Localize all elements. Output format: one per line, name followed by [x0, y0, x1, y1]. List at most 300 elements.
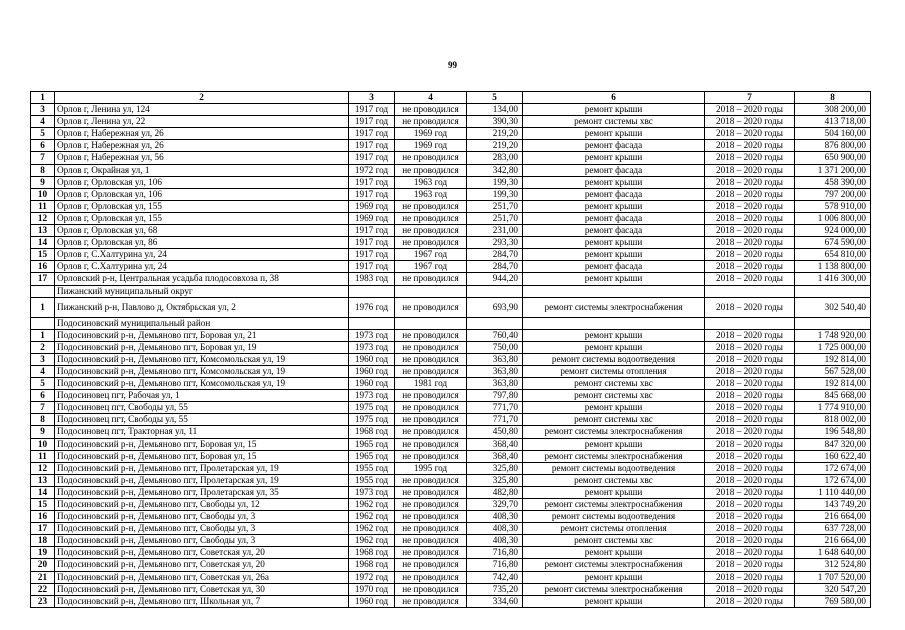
period-cell: 2018 – 2020 годы — [705, 511, 795, 523]
row-number-cell: 13 — [31, 474, 55, 486]
last-repair-cell: не проводился — [395, 152, 467, 164]
period-cell: 2018 – 2020 годы — [705, 237, 795, 249]
year-built-cell: 1968 год — [349, 547, 395, 559]
work-type-cell: ремонт системы электроснабжения — [523, 583, 705, 595]
address-cell: Орлов г, С.Халтурина ул, 24 — [55, 249, 349, 261]
area-cell: 693,90 — [467, 297, 523, 317]
year-built-cell: 1965 год — [349, 450, 395, 462]
year-built-cell: 1962 год — [349, 535, 395, 547]
area-cell: 134,00 — [467, 104, 523, 116]
address-cell: Подосиновский р-н, Демьяново пгт, Советская ул, 20 — [55, 547, 349, 559]
work-type-cell: ремонт системы хвс — [523, 535, 705, 547]
work-type-cell: ремонт системы хвс — [523, 116, 705, 128]
last-repair-cell: не проводился — [395, 474, 467, 486]
period-cell: 2018 – 2020 годы — [705, 353, 795, 365]
period-cell: 2018 – 2020 годы — [705, 378, 795, 390]
row-number-cell: 14 — [31, 486, 55, 498]
area-cell: 325,80 — [467, 462, 523, 474]
section-title: Пижанский муниципальный округ — [55, 285, 349, 297]
address-cell: Подосиновский р-н, Демьяново пгт, Комсомольская ул, 19 — [55, 378, 349, 390]
section-row — [31, 317, 871, 329]
work-type-cell: ремонт системы электроснабжения — [523, 499, 705, 511]
last-repair-cell: не проводился — [395, 273, 467, 285]
year-built-cell: 1917 год — [349, 237, 395, 249]
row-number-cell: 7 — [31, 152, 55, 164]
cost-cell: 924 000,00 — [795, 225, 871, 237]
cost-cell: 192 814,00 — [795, 378, 871, 390]
address-cell: Пижанский р-н, Павлово д, Октябрьская ул, 2 — [55, 297, 349, 317]
period-cell: 2018 – 2020 годы — [705, 390, 795, 402]
last-repair-cell: не проводился — [395, 365, 467, 377]
work-type-cell: ремонт крыши — [523, 438, 705, 450]
table-row — [31, 140, 871, 152]
work-type-cell: ремонт крыши — [523, 547, 705, 559]
table-body — [31, 92, 871, 608]
period-cell: 2018 – 2020 годы — [705, 535, 795, 547]
area-cell: 408,30 — [467, 535, 523, 547]
table-row — [31, 237, 871, 249]
cost-cell: 302 540,40 — [795, 297, 871, 317]
area-cell: 742,40 — [467, 571, 523, 583]
work-type-cell: ремонт фасада — [523, 212, 705, 224]
row-number-cell: 16 — [31, 261, 55, 273]
last-repair-cell: не проводился — [395, 237, 467, 249]
cost-cell: 650 900,00 — [795, 152, 871, 164]
period-cell: 2018 – 2020 годы — [705, 486, 795, 498]
last-repair-cell: не проводился — [395, 212, 467, 224]
area-cell: 231,00 — [467, 225, 523, 237]
period-cell: 2018 – 2020 годы — [705, 152, 795, 164]
table-row — [31, 329, 871, 341]
work-type-cell: ремонт системы хвс — [523, 390, 705, 402]
cost-cell: 876 800,00 — [795, 140, 871, 152]
work-type-cell: ремонт крыши — [523, 176, 705, 188]
row-number-cell: 5 — [31, 378, 55, 390]
table-row — [31, 378, 871, 390]
year-built-cell: 1975 год — [349, 414, 395, 426]
year-built-cell: 1969 год — [349, 200, 395, 212]
empty-cell — [705, 317, 795, 329]
address-cell: Подосиновский р-н, Демьяново пгт, Пролетарская ул, 19 — [55, 474, 349, 486]
cost-cell: 674 590,00 — [795, 237, 871, 249]
row-number-cell: 20 — [31, 559, 55, 571]
period-cell: 2018 – 2020 годы — [705, 559, 795, 571]
table-row — [31, 511, 871, 523]
year-built-cell: 1917 год — [349, 128, 395, 140]
empty-cell — [795, 317, 871, 329]
last-repair-cell: не проводился — [395, 225, 467, 237]
work-type-cell: ремонт крыши — [523, 595, 705, 607]
row-number-cell: 7 — [31, 402, 55, 414]
table-row — [31, 559, 871, 571]
header-row — [31, 92, 871, 104]
address-cell: Подосиновский р-н, Демьяново пгт, Боровая ул, 21 — [55, 329, 349, 341]
cost-cell: 172 674,00 — [795, 462, 871, 474]
cost-cell: 1 416 300,00 — [795, 273, 871, 285]
row-number-cell: 6 — [31, 140, 55, 152]
empty-cell — [705, 285, 795, 297]
section-title: Подосиновский муниципальный район — [55, 317, 349, 329]
area-cell: 219,20 — [467, 140, 523, 152]
area-cell: 251,70 — [467, 212, 523, 224]
address-cell: Подосиновский р-н, Демьяново пгт, Свободы ул, 12 — [55, 499, 349, 511]
last-repair-cell: не проводился — [395, 426, 467, 438]
cost-cell: 1 725 000,00 — [795, 341, 871, 353]
cost-cell: 1 110 440,00 — [795, 486, 871, 498]
row-number-cell: 5 — [31, 128, 55, 140]
year-built-cell: 1970 год — [349, 583, 395, 595]
address-cell: Орлов г, Орловская ул, 155 — [55, 200, 349, 212]
address-cell: Орлов г, С.Халтурина ул, 24 — [55, 261, 349, 273]
address-cell: Подосиновский р-н, Демьяново пгт, Свободы ул, 3 — [55, 511, 349, 523]
address-cell: Подосиновский р-н, Демьяново пгт, Боровая ул, 15 — [55, 450, 349, 462]
address-cell: Орлов г, Орловская ул, 68 — [55, 225, 349, 237]
last-repair-cell: не проводился — [395, 486, 467, 498]
last-repair-cell: не проводился — [395, 297, 467, 317]
row-number-cell: 2 — [31, 341, 55, 353]
last-repair-cell: не проводился — [395, 329, 467, 341]
period-cell: 2018 – 2020 годы — [705, 176, 795, 188]
work-type-cell: ремонт фасада — [523, 164, 705, 176]
column-header: 3 — [349, 92, 395, 104]
year-built-cell: 1969 год — [349, 212, 395, 224]
last-repair-cell: не проводился — [395, 116, 467, 128]
period-cell: 2018 – 2020 годы — [705, 462, 795, 474]
work-type-cell: ремонт крыши — [523, 104, 705, 116]
address-cell: Подосиновский р-н, Демьяново пгт, Комсомольская ул, 19 — [55, 353, 349, 365]
area-cell: 735,20 — [467, 583, 523, 595]
year-built-cell: 1917 год — [349, 249, 395, 261]
area-cell: 368,40 — [467, 450, 523, 462]
row-number-cell: 3 — [31, 104, 55, 116]
cost-cell: 1 748 920,00 — [795, 329, 871, 341]
year-built-cell: 1973 год — [349, 390, 395, 402]
area-cell: 199,30 — [467, 176, 523, 188]
row-number-cell: 21 — [31, 571, 55, 583]
area-cell: 284,70 — [467, 249, 523, 261]
row-number-cell: 10 — [31, 188, 55, 200]
cost-cell: 458 390,00 — [795, 176, 871, 188]
area-cell: 368,40 — [467, 438, 523, 450]
empty-cell — [523, 317, 705, 329]
address-cell: Подосиновец пгт, Свободы ул, 55 — [55, 402, 349, 414]
work-type-cell: ремонт системы хвс — [523, 414, 705, 426]
work-type-cell: ремонт системы отопления — [523, 523, 705, 535]
address-cell: Подосиновский р-н, Демьяново пгт, Советская ул, 20 — [55, 559, 349, 571]
row-number-cell: 9 — [31, 176, 55, 188]
year-built-cell: 1968 год — [349, 559, 395, 571]
address-cell: Орлов г, Орловская ул, 106 — [55, 176, 349, 188]
row-number-cell: 14 — [31, 237, 55, 249]
period-cell: 2018 – 2020 годы — [705, 595, 795, 607]
row-number-cell: 1 — [31, 329, 55, 341]
column-header: 8 — [795, 92, 871, 104]
table-row — [31, 164, 871, 176]
address-cell: Орлов г, Ленина ул, 22 — [55, 116, 349, 128]
table-row — [31, 152, 871, 164]
work-type-cell: ремонт системы электроснабжения — [523, 426, 705, 438]
section-row — [31, 285, 871, 297]
table-row — [31, 547, 871, 559]
period-cell: 2018 – 2020 годы — [705, 188, 795, 200]
address-cell: Подосиновский р-н, Демьяново пгт, Школьная ул, 7 — [55, 595, 349, 607]
row-number-cell: 15 — [31, 249, 55, 261]
row-number-cell — [31, 317, 55, 329]
row-number-cell: 11 — [31, 450, 55, 462]
period-cell: 2018 – 2020 годы — [705, 200, 795, 212]
period-cell: 2018 – 2020 годы — [705, 438, 795, 450]
work-type-cell: ремонт крыши — [523, 128, 705, 140]
empty-cell — [523, 285, 705, 297]
address-cell: Орловский р-н, Центральная усадьба плодосовхоза п, 38 — [55, 273, 349, 285]
period-cell: 2018 – 2020 годы — [705, 414, 795, 426]
work-type-cell: ремонт крыши — [523, 571, 705, 583]
period-cell: 2018 – 2020 годы — [705, 261, 795, 273]
column-header: 7 — [705, 92, 795, 104]
table-row — [31, 535, 871, 547]
work-type-cell: ремонт крыши — [523, 200, 705, 212]
year-built-cell: 1962 год — [349, 511, 395, 523]
address-cell: Орлов г, Набережная ул, 26 — [55, 140, 349, 152]
last-repair-cell: 1981 год — [395, 378, 467, 390]
area-cell: 760,40 — [467, 329, 523, 341]
year-built-cell: 1976 год — [349, 297, 395, 317]
address-cell: Орлов г, Ленина ул, 124 — [55, 104, 349, 116]
year-built-cell: 1960 год — [349, 353, 395, 365]
row-number-cell: 3 — [31, 353, 55, 365]
table-row — [31, 499, 871, 511]
row-number-cell: 18 — [31, 535, 55, 547]
address-cell: Орлов г, Набережная ул, 56 — [55, 152, 349, 164]
address-cell: Подосиновец пгт, Свободы ул, 55 — [55, 414, 349, 426]
column-header: 6 — [523, 92, 705, 104]
table-row — [31, 261, 871, 273]
cost-cell: 143 749,20 — [795, 499, 871, 511]
year-built-cell: 1962 год — [349, 523, 395, 535]
last-repair-cell: не проводился — [395, 499, 467, 511]
last-repair-cell: 1995 год — [395, 462, 467, 474]
last-repair-cell: не проводился — [395, 200, 467, 212]
last-repair-cell: не проводился — [395, 414, 467, 426]
area-cell: 199,30 — [467, 188, 523, 200]
last-repair-cell: не проводился — [395, 353, 467, 365]
period-cell: 2018 – 2020 годы — [705, 474, 795, 486]
last-repair-cell: 1963 год — [395, 188, 467, 200]
cost-cell: 1 138 800,00 — [795, 261, 871, 273]
address-cell: Подосиновский р-н, Демьяново пгт, Свободы ул, 3 — [55, 523, 349, 535]
year-built-cell: 1983 год — [349, 273, 395, 285]
row-number-cell: 15 — [31, 499, 55, 511]
work-type-cell: ремонт фасада — [523, 225, 705, 237]
work-type-cell: ремонт фасада — [523, 188, 705, 200]
period-cell: 2018 – 2020 годы — [705, 104, 795, 116]
period-cell: 2018 – 2020 годы — [705, 249, 795, 261]
cost-cell: 1 707 520,00 — [795, 571, 871, 583]
table-row — [31, 365, 871, 377]
address-cell: Подосиновский р-н, Демьяново пгт, Советская ул, 26а — [55, 571, 349, 583]
row-number-cell: 12 — [31, 462, 55, 474]
period-cell: 2018 – 2020 годы — [705, 547, 795, 559]
row-number-cell: 22 — [31, 583, 55, 595]
page-number: 99 — [448, 60, 457, 70]
year-built-cell: 1965 год — [349, 438, 395, 450]
period-cell: 2018 – 2020 годы — [705, 341, 795, 353]
cost-cell: 1 371 200,00 — [795, 164, 871, 176]
cost-cell: 578 910,00 — [795, 200, 871, 212]
year-built-cell: 1917 год — [349, 188, 395, 200]
cost-cell: 216 664,00 — [795, 511, 871, 523]
row-number-cell: 17 — [31, 273, 55, 285]
repair-program-table — [30, 91, 871, 608]
table-row — [31, 486, 871, 498]
cost-cell: 637 728,00 — [795, 523, 871, 535]
address-cell: Подосиновский р-н, Демьяново пгт, Комсомольская ул, 19 — [55, 365, 349, 377]
table-row — [31, 523, 871, 535]
table-row — [31, 595, 871, 607]
table-row — [31, 353, 871, 365]
table-row — [31, 200, 871, 212]
last-repair-cell: не проводился — [395, 450, 467, 462]
table-row — [31, 390, 871, 402]
table-row — [31, 571, 871, 583]
address-cell: Подосиновец пгт, Рабочая ул, 1 — [55, 390, 349, 402]
last-repair-cell: не проводился — [395, 523, 467, 535]
cost-cell: 847 320,00 — [795, 438, 871, 450]
last-repair-cell: не проводился — [395, 390, 467, 402]
year-built-cell: 1917 год — [349, 225, 395, 237]
period-cell: 2018 – 2020 годы — [705, 225, 795, 237]
cost-cell: 216 664,00 — [795, 535, 871, 547]
empty-cell — [467, 285, 523, 297]
work-type-cell: ремонт крыши — [523, 249, 705, 261]
area-cell: 450,80 — [467, 426, 523, 438]
last-repair-cell: не проводился — [395, 164, 467, 176]
work-type-cell: ремонт крыши — [523, 237, 705, 249]
period-cell: 2018 – 2020 годы — [705, 402, 795, 414]
table-row — [31, 341, 871, 353]
row-number-cell: 12 — [31, 212, 55, 224]
area-cell: 408,30 — [467, 523, 523, 535]
year-built-cell: 1960 год — [349, 365, 395, 377]
area-cell: 283,00 — [467, 152, 523, 164]
cost-cell: 654 810,00 — [795, 249, 871, 261]
cost-cell: 160 622,40 — [795, 450, 871, 462]
column-header: 1 — [31, 92, 55, 104]
last-repair-cell: не проводился — [395, 402, 467, 414]
row-number-cell: 17 — [31, 523, 55, 535]
row-number-cell: 8 — [31, 414, 55, 426]
last-repair-cell: не проводился — [395, 511, 467, 523]
year-built-cell: 1973 год — [349, 341, 395, 353]
row-number-cell: 10 — [31, 438, 55, 450]
empty-cell — [795, 285, 871, 297]
table-row — [31, 116, 871, 128]
table-row — [31, 225, 871, 237]
year-built-cell: 1917 год — [349, 104, 395, 116]
work-type-cell: ремонт крыши — [523, 329, 705, 341]
work-type-cell: ремонт системы электроснабжения — [523, 559, 705, 571]
work-type-cell: ремонт фасада — [523, 261, 705, 273]
area-cell: 482,80 — [467, 486, 523, 498]
year-built-cell: 1955 год — [349, 462, 395, 474]
cost-cell: 1 648 640,00 — [795, 547, 871, 559]
area-cell: 284,70 — [467, 261, 523, 273]
period-cell: 2018 – 2020 годы — [705, 583, 795, 595]
year-built-cell: 1917 год — [349, 261, 395, 273]
year-built-cell: 1917 год — [349, 140, 395, 152]
year-built-cell: 1955 год — [349, 474, 395, 486]
last-repair-cell: не проводился — [395, 547, 467, 559]
table-row — [31, 414, 871, 426]
year-built-cell: 1917 год — [349, 116, 395, 128]
area-cell: 944,20 — [467, 273, 523, 285]
last-repair-cell: не проводился — [395, 583, 467, 595]
cost-cell: 769 580,00 — [795, 595, 871, 607]
row-number-cell: 1 — [31, 297, 55, 317]
period-cell: 2018 – 2020 годы — [705, 116, 795, 128]
cost-cell: 413 718,00 — [795, 116, 871, 128]
row-number-cell: 23 — [31, 595, 55, 607]
address-cell: Подосиновский р-н, Демьяново пгт, Пролетарская ул, 35 — [55, 486, 349, 498]
area-cell: 390,30 — [467, 116, 523, 128]
table-row — [31, 212, 871, 224]
year-built-cell: 1975 год — [349, 402, 395, 414]
work-type-cell: ремонт фасада — [523, 140, 705, 152]
work-type-cell: ремонт системы отопления — [523, 365, 705, 377]
year-built-cell: 1960 год — [349, 595, 395, 607]
year-built-cell: 1968 год — [349, 426, 395, 438]
year-built-cell: 1917 год — [349, 176, 395, 188]
cost-cell: 797 200,00 — [795, 188, 871, 200]
last-repair-cell: не проводился — [395, 438, 467, 450]
area-cell: 750,00 — [467, 341, 523, 353]
table-row — [31, 462, 871, 474]
table-row — [31, 249, 871, 261]
last-repair-cell: 1969 год — [395, 140, 467, 152]
address-cell: Подосиновский р-н, Демьяново пгт, Пролетарская ул, 19 — [55, 462, 349, 474]
cost-cell: 192 814,00 — [795, 353, 871, 365]
table-row — [31, 104, 871, 116]
column-header: 5 — [467, 92, 523, 104]
address-cell: Подосиновский р-н, Демьяново пгт, Боровая ул, 15 — [55, 438, 349, 450]
area-cell: 797,80 — [467, 390, 523, 402]
table-row — [31, 426, 871, 438]
area-cell: 334,60 — [467, 595, 523, 607]
row-number-cell: 13 — [31, 225, 55, 237]
last-repair-cell: не проводился — [395, 595, 467, 607]
area-cell: 408,30 — [467, 511, 523, 523]
address-cell: Подосиновский р-н, Демьяново пгт, Советская ул, 30 — [55, 583, 349, 595]
last-repair-cell: не проводился — [395, 104, 467, 116]
last-repair-cell: 1967 год — [395, 261, 467, 273]
work-type-cell: ремонт системы электроснабжения — [523, 297, 705, 317]
last-repair-cell: 1963 год — [395, 176, 467, 188]
area-cell: 293,30 — [467, 237, 523, 249]
year-built-cell: 1972 год — [349, 164, 395, 176]
address-cell: Подосиновец пгт, Тракторная ул, 11 — [55, 426, 349, 438]
row-number-cell: 11 — [31, 200, 55, 212]
table-row — [31, 474, 871, 486]
empty-cell — [349, 317, 395, 329]
table-row — [31, 450, 871, 462]
period-cell: 2018 – 2020 годы — [705, 273, 795, 285]
address-cell: Орлов г, Набережная ул, 26 — [55, 128, 349, 140]
area-cell: 716,80 — [467, 559, 523, 571]
cost-cell: 818 002,00 — [795, 414, 871, 426]
work-type-cell: ремонт системы хвс — [523, 474, 705, 486]
column-header: 2 — [55, 92, 349, 104]
area-cell: 716,80 — [467, 547, 523, 559]
